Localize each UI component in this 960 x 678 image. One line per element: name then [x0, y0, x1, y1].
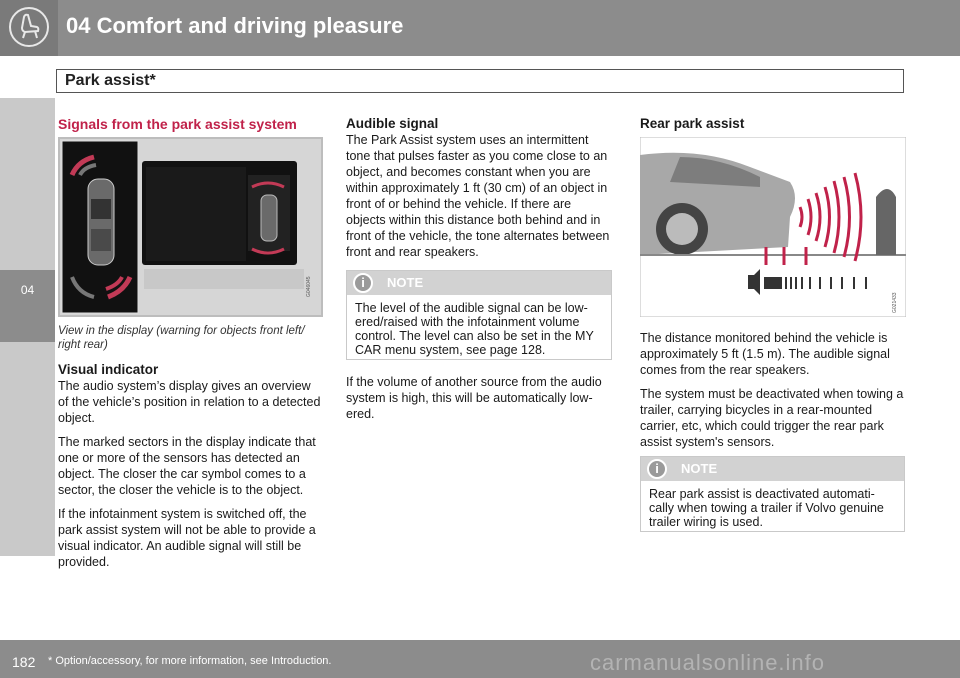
info-icon: i — [353, 273, 373, 293]
paragraph: The marked sectors in the display indicate that one or more of the sensors has detected an object. The closer the car symbol comes to a sector, the closer the vehicle is to the object. — [58, 435, 316, 497]
rear-park-figure — [640, 137, 906, 317]
paragraph: The Park Assist system uses an intermittent tone that pulses faster as you come close to an object, and becomes constant when you are within approximately 1 ft (30 cm) of an object in front of or behind the vehicle. If there are objects within this distance both behind and in front of the vehicle, the tone alternates between front and rear speakers. — [346, 133, 610, 259]
note-header — [641, 457, 904, 481]
paragraph-volume: If the volume of another source from the audio system is high, this will be automatically low-ered. — [346, 375, 602, 421]
info-icon: i — [647, 459, 667, 479]
audible-signal-heading: Audible signal — [346, 116, 439, 131]
section-heading: Signals from the park assist system — [58, 116, 297, 132]
watermark: carmanualsonline.info — [590, 650, 826, 675]
svg-text:G046045: G046045 — [306, 276, 312, 297]
figure-caption: View in the display (warning for objects front left/ right rear) — [58, 325, 305, 351]
paragraph: If the infotainment system is switched off, the park assist system will not be able to provide a visual indicator. An audible signal will still be provided. — [58, 507, 316, 569]
paragraph: The audio system’s display gives an overview of the vehicle’s position in relation to a detected object. — [58, 379, 321, 425]
header-icon-box — [0, 0, 58, 56]
section-title: Park assist* — [65, 72, 156, 89]
column-3 — [640, 116, 906, 132]
note-box — [346, 270, 612, 360]
column-2 — [346, 116, 614, 268]
note-label: NOTE — [387, 275, 424, 290]
paragraph: The distance monitored behind the vehicle is approximately 5 ft (1.5 m). The audible signal comes from the rear speakers. — [640, 331, 890, 377]
rear-park-assist-heading: Rear park assist — [640, 116, 745, 131]
seat-icon — [9, 7, 49, 47]
footer-note: * Option/accessory, for more information, see Introduction. — [48, 655, 332, 667]
section-title-bar — [56, 69, 904, 93]
note-text: Rear park assist is deactivated automati-cally when towing a trailer if Volvo genuine trailer wiring is used. — [649, 487, 884, 529]
visual-indicator-block — [58, 362, 323, 578]
note-box — [640, 456, 905, 532]
display-figure — [58, 137, 323, 317]
page-footer — [0, 640, 960, 678]
chapter-title: 04 Comfort and driving pleasure — [66, 13, 404, 38]
page-number: 182 — [12, 654, 36, 670]
column-1 — [58, 116, 323, 132]
note-text: The level of the audible signal can be low-ered/raised with the infotainment volume control. The level can also be set in the MY CAR menu system, see page 128. — [355, 301, 594, 357]
rear-park-text — [640, 330, 906, 458]
note-header — [347, 271, 611, 295]
subheading: Visual indicator — [58, 362, 159, 377]
note-label: NOTE — [681, 461, 718, 476]
chapter-side-tab-marker — [0, 270, 55, 342]
svg-text:G021433: G021433 — [892, 292, 898, 313]
chapter-tab-label: 04 — [20, 283, 35, 297]
paragraph: The system must be deactivated when towing a trailer, carrying bicycles in a rear-mounted carrier, etc, which could trigger the rear park assist system's sensors. — [640, 387, 904, 449]
page-header — [0, 0, 960, 56]
